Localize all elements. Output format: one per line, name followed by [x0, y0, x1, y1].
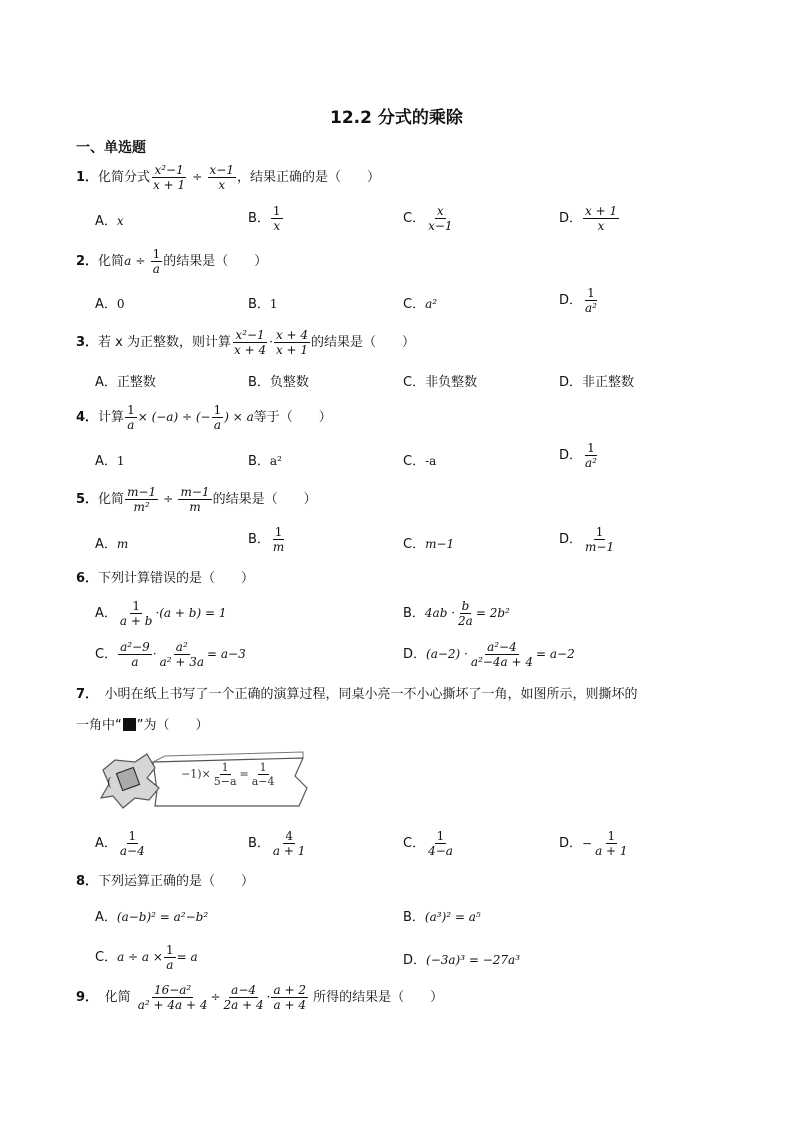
fraction: $\frac{1}{a}$: [152, 247, 161, 276]
option-d[interactable]: D．(a−2) · $\frac{\text{a²−4}}{\text{a²−4a + 4}}$ = a−2: [403, 640, 575, 669]
question-text: 所得的结果是（ ）: [313, 990, 444, 1005]
fraction: $\frac{a-4}{2a + 4}$: [223, 983, 264, 1012]
question-number: 5．: [76, 492, 99, 507]
option-a[interactable]: A．m: [95, 537, 129, 552]
question-6: [76, 572, 254, 585]
option-c[interactable]: C． $\frac{x}{x-1}$: [403, 204, 453, 233]
question-text: 的结果是（ ）: [311, 335, 416, 350]
question-number: 7．: [76, 687, 92, 702]
option-b[interactable]: B．a²: [248, 454, 282, 469]
option-c[interactable]: C．a²: [403, 297, 438, 312]
option-c[interactable]: C．a ÷ a × $\frac{1}{a}$ = a: [95, 943, 198, 972]
fraction: $\frac{1}{a}$: [213, 403, 222, 432]
question-text: 小明在纸上书写了一个正确的演算过程，同桌小亮一不小心撕坏了一角，如图所示，则撕坏的: [91, 687, 638, 702]
question-text: 化简: [98, 492, 125, 507]
fraction: $\frac{x + 4}{x + 1}$: [275, 328, 309, 357]
question-number: 3．: [76, 335, 99, 350]
fraction: $\frac{a + 2}{a + 4}$: [273, 983, 306, 1012]
question-number: 2．: [76, 254, 99, 269]
figure-expression: −1)× $\frac{1}{5-a}$ = $\frac{1}{a-4}$: [181, 761, 275, 788]
fraction: $\frac{1}{a}$: [127, 403, 135, 432]
question-text: 化简: [98, 254, 125, 269]
question-number: 6．: [76, 571, 99, 586]
option-d[interactable]: D． $\frac{1}{m-1}$: [559, 525, 615, 554]
question-number: 8．: [76, 874, 99, 889]
section-heading: 一、单选题: [76, 140, 146, 156]
question-text: 下列计算错误的是（ ）: [98, 571, 255, 586]
option-d[interactable]: D． $\frac{1}{\text{a²}}$: [559, 286, 597, 315]
option-d[interactable]: D． $\frac{1}{\text{a²}}$: [559, 441, 597, 470]
question-2: 2．化简a ÷ $\frac{1}{a}$ 的结果是（ ）: [76, 247, 268, 276]
option-d[interactable]: D．(−3a)³ = −27a³: [403, 953, 521, 968]
option-d[interactable]: D． $\frac{x + 1}{x}$: [559, 204, 618, 233]
torn-square-symbol: [123, 718, 136, 731]
question-text: 等于（ ）: [253, 410, 332, 425]
option-a[interactable]: A．0: [95, 297, 125, 312]
question-text: 下列运算正确的是（ ）: [98, 874, 255, 889]
question-text: 化简分式: [98, 170, 151, 185]
fraction: $\frac{m-1}{\text{m²}}$: [127, 485, 157, 514]
question-text: 的结果是（ ）: [163, 254, 268, 269]
option-c[interactable]: C． $\frac{\text{a²−9}}{a}$ · $\frac{\text{a²}}{\text{a² + 3a}}$ = a−3: [95, 640, 246, 669]
option-c[interactable]: C． $\frac{1}{4-a}$: [403, 829, 453, 858]
question-9: 9． 化简 $\frac{\text{16−a²}}{\text{a² + 4a + 4}}$ ÷ $\frac{a-4}{2a + 4}$ · $\frac{a + 2}{a + 4}$ 所得的结果是（ ）: [76, 983, 444, 1012]
option-b[interactable]: B． $\frac{1}{m}$: [248, 525, 285, 554]
option-b[interactable]: B．(a³)² = a⁵: [403, 910, 481, 925]
question-4: 4．计算 $\frac{1}{a}$ × (−a) ÷ (− $\frac{1}{a}$ ) × a等于（ ）: [76, 403, 332, 432]
fraction: $\frac{\text{16−a²}}{\text{a² + 4a + 4}}$: [137, 983, 208, 1012]
question-number: 1．: [76, 170, 99, 185]
option-a[interactable]: A．(a−b)² = a²−b²: [95, 910, 209, 925]
question-text: 若 x 为正整数，则计算: [98, 335, 232, 350]
question-8: [76, 875, 254, 888]
question-3: 3．若 x 为正整数，则计算 $\frac{\text{x²−1}}{x + 4}$ · $\frac{x + 4}{x + 1}$ 的结果是（ ）: [76, 328, 416, 357]
option-b[interactable]: B． $\frac{1}{x}$: [248, 204, 281, 233]
question-text: 计算: [98, 410, 125, 425]
option-a[interactable]: A．正整数: [95, 375, 156, 390]
question-1: 1．化简分式 $\frac{\text{x²−1}}{x + 1}$ ÷ $\frac{x-1}{x}$ ，结果正确的是（ ）: [76, 163, 380, 192]
question-7: [76, 688, 638, 701]
option-c[interactable]: C．m−1: [403, 537, 455, 552]
torn-paper-figure: [95, 748, 310, 814]
option-d[interactable]: D．− $\frac{1}{a + 1}$: [559, 829, 628, 858]
question-number: 9．: [76, 990, 92, 1005]
fraction: $\frac{m-1}{m}$: [180, 485, 210, 514]
option-a[interactable]: A． $\frac{1}{a + b}$ ·(a + b) = 1: [95, 599, 227, 628]
question-7-line2: 一角中“ ”为（ ）: [76, 718, 209, 733]
option-b[interactable]: B． $\frac{4}{a + 1}$: [248, 829, 306, 858]
option-b[interactable]: B．1: [248, 297, 278, 312]
option-a[interactable]: A． $\frac{1}{a-4}$: [95, 829, 145, 858]
question-text: 的结果是（ ）: [212, 492, 317, 507]
page-title: 12.2 分式的乘除: [330, 108, 463, 128]
question-text: 化简: [104, 990, 131, 1005]
question-5: 5．化简 $\frac{m-1}{\text{m²}}$ ÷ $\frac{m-1}{m}$ 的结果是（ ）: [76, 485, 317, 514]
option-b[interactable]: B．4ab · $\frac{b}{2a}$ = 2b²: [403, 599, 510, 628]
fraction: $\frac{\text{x²−1}}{x + 4}$: [234, 328, 267, 357]
fraction: $\frac{x-1}{x}$: [209, 163, 234, 192]
option-a[interactable]: A．1: [95, 454, 125, 469]
question-text: ，结果正确的是（ ）: [236, 170, 380, 185]
fraction: $\frac{\text{x²−1}}{x + 1}$: [153, 163, 186, 192]
option-c[interactable]: C．-a: [403, 454, 437, 469]
option-a[interactable]: A．x: [95, 214, 124, 229]
option-c[interactable]: C．非负整数: [403, 375, 478, 390]
option-b[interactable]: B．负整数: [248, 375, 309, 390]
option-d[interactable]: D．非正整数: [559, 375, 635, 390]
question-number: 4．: [76, 410, 99, 425]
svg-text:(: (: [107, 775, 112, 789]
